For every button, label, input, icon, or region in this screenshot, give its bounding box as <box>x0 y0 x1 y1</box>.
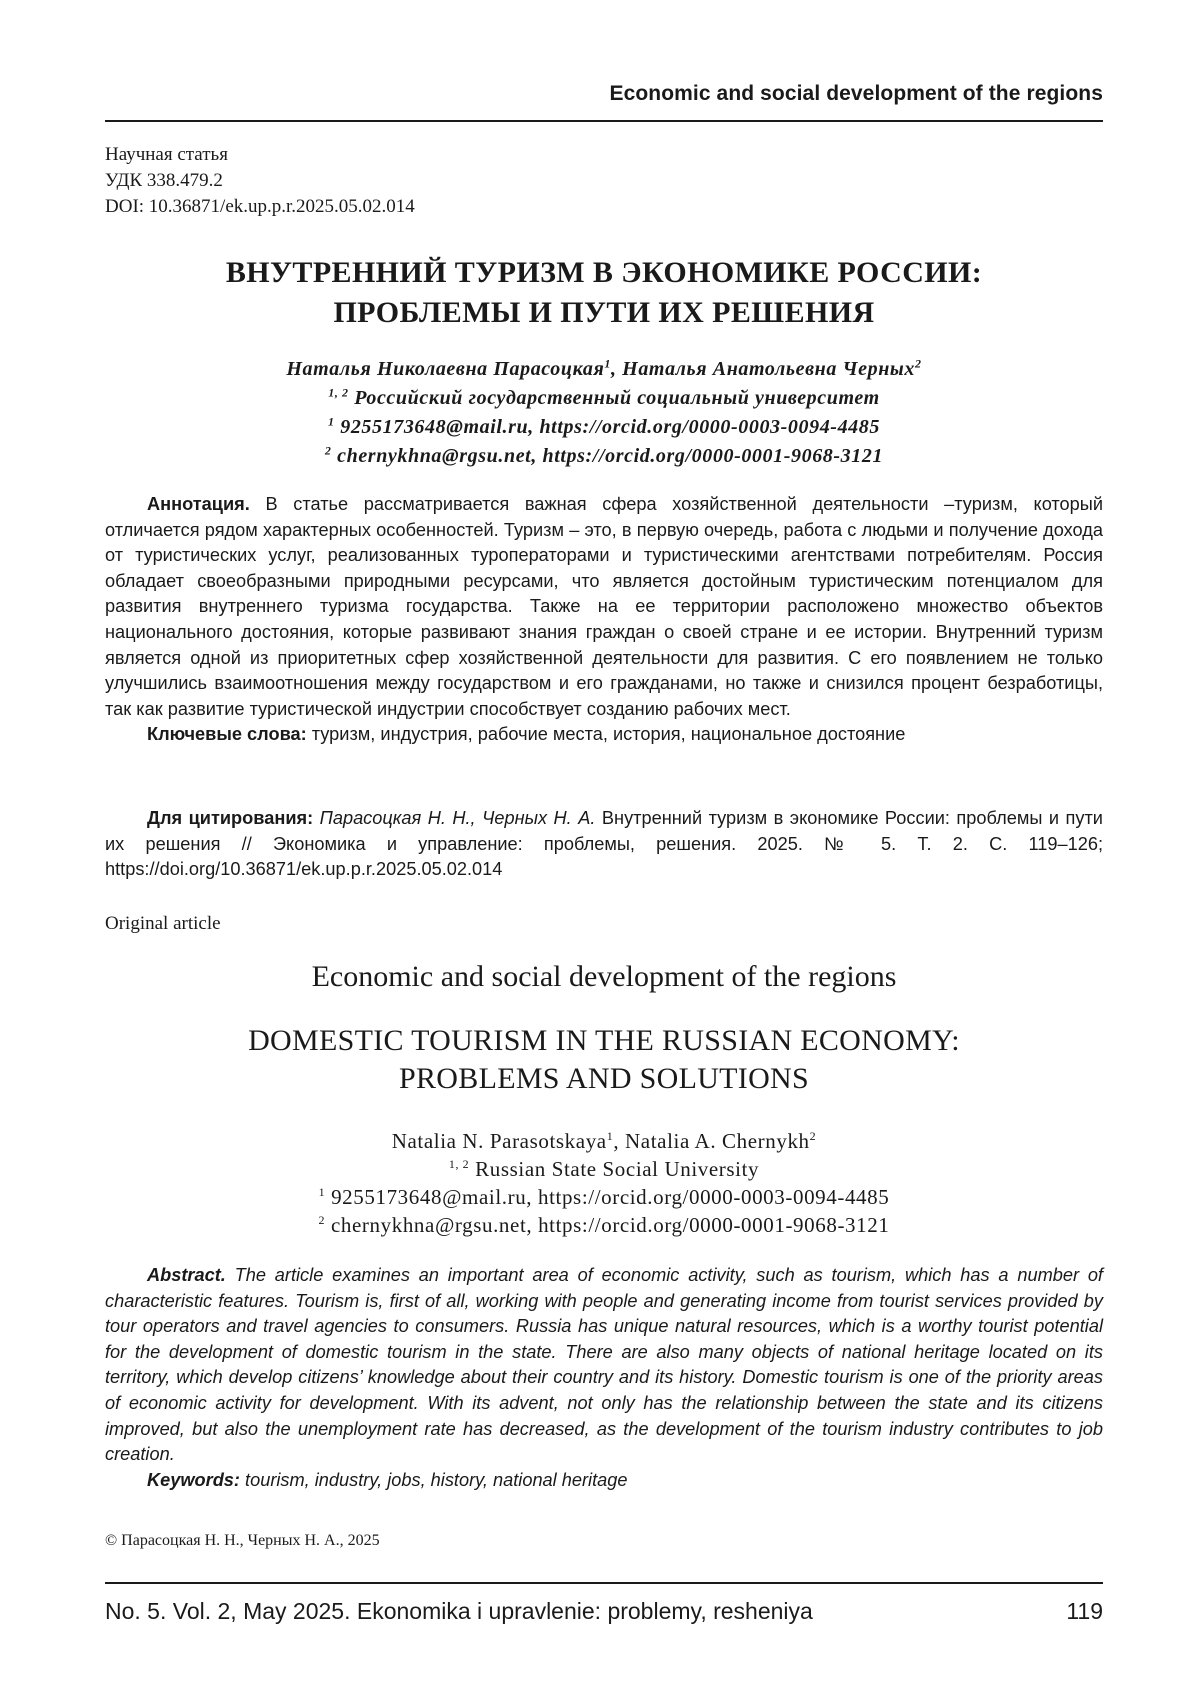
author-ru-2: Наталья Анатольевна Черных <box>622 358 915 380</box>
contact-en-2-text: chernykhna@rgsu.net, https://orcid.org/0000-0001-9068-3121 <box>325 1213 889 1237</box>
keywords-ru <box>105 722 1103 748</box>
contact-ru-1-text: 9255173648@mail.ru, https://orcid.org/0000-0003-0094-4485 <box>335 416 880 438</box>
author-separator: , <box>611 358 622 380</box>
keywords-en-label: Keywords: <box>147 1470 240 1490</box>
citation-paragraph <box>105 806 1103 883</box>
contact-en-1 <box>105 1183 1103 1211</box>
contact-en-1-text: 9255173648@mail.ru, https://orcid.org/0000-0003-0094-4485 <box>325 1185 889 1209</box>
author-ru-1: Наталья Николаевна Парасоцкая <box>286 358 604 380</box>
author-en-separator: , <box>613 1129 625 1153</box>
affiliation-ru-sup: 1, 2 <box>328 385 348 399</box>
citation-text: Внутренний туризм в экономике России: проблемы и пути их решения // Экономика и управление: проблемы, решения. 2025. № 5. Т. 2. С. 119–126; https://doi.org/10.36871/ek.up.p.r.2025.05.02.014 <box>105 808 1103 879</box>
contact-ru-1 <box>105 413 1103 442</box>
affiliation-ru-text: Российский государственный социальный университет <box>349 387 880 409</box>
author-ru-1-sup: 1 <box>604 356 611 370</box>
running-header: Economic and social development of the regions <box>609 82 1103 106</box>
author-ru-2-sup: 2 <box>915 356 922 370</box>
abstract-ru-label: Аннотация. <box>147 494 250 514</box>
contact-en-1-sup: 1 <box>319 1185 326 1199</box>
authors-ru-names <box>105 355 1103 384</box>
title-ru-line-2: ПРОБЛЕМЫ И ПУТИ ИХ РЕШЕНИЯ <box>105 293 1103 333</box>
affiliation-ru <box>105 384 1103 413</box>
title-ru <box>105 253 1103 333</box>
authors-en-names <box>105 1127 1103 1155</box>
page-number: 119 <box>1066 1598 1103 1625</box>
title-en-line-1: DOMESTIC TOURISM IN THE RUSSIAN ECONOMY: <box>105 1022 1103 1060</box>
article-type: Научная статья <box>105 142 415 168</box>
author-en-1: Natalia N. Parasotskaya <box>392 1129 607 1153</box>
footer-journal: No. 5. Vol. 2, May 2025. Ekonomika i upravlenie: problemy, resheniya <box>105 1598 813 1625</box>
title-ru-line-1: ВНУТРЕННИЙ ТУРИЗМ В ЭКОНОМИКЕ РОССИИ: <box>105 253 1103 293</box>
author-en-1-sup: 1 <box>607 1129 614 1143</box>
copyright: © Парасоцкая Н. Н., Черных Н. А., 2025 <box>105 1532 380 1550</box>
original-article-label: Original article <box>105 913 221 935</box>
article-page <box>0 0 1200 1698</box>
contact-ru-1-sup: 1 <box>328 414 335 428</box>
keywords-en-text: tourism, industry, jobs, history, national heritage <box>240 1470 628 1490</box>
abstract-en-text: The article examines an important area of economic activity, such as tourism, which has a number of characteristic features. Tourism is, first of all, working with people and generating income from tourist services provided by tour operators and travel agencies to consumers. Russia has unique natural resources, which is a worthy tourist potential for the development of domestic tourism in the state. There are also many objects of national heritage located on its territory, which develop citizens’ knowledge about their country and its history. Domestic tourism is one of the priority areas of economic activity for development. With its advent, not only has the relationship between the state and its citizens improved, but also the unemployment rate has decreased, as the development of the tourism industry contributes to job creation. <box>105 1265 1103 1464</box>
author-en-2: Natalia A. Chernykh <box>625 1129 810 1153</box>
title-en <box>105 1022 1103 1098</box>
doi: DOI: 10.36871/ek.up.p.r.2025.05.02.014 <box>105 194 415 220</box>
author-en-2-sup: 2 <box>810 1129 817 1143</box>
abstract-ru <box>105 492 1103 748</box>
keywords-ru-text: туризм, индустрия, рабочие места, история, национальное достояние <box>307 724 906 744</box>
abstract-en <box>105 1263 1103 1493</box>
affiliation-en-sup: 1, 2 <box>449 1157 469 1171</box>
affiliation-en <box>105 1155 1103 1183</box>
citation <box>105 806 1103 883</box>
citation-authors: Парасоцкая Н. Н., Черных Н. А. <box>313 808 595 828</box>
authors-en <box>105 1127 1103 1239</box>
authors-ru <box>105 355 1103 471</box>
keywords-en <box>105 1468 1103 1494</box>
footer-divider <box>105 1582 1103 1584</box>
citation-label: Для цитирования: <box>147 808 313 828</box>
title-en-line-2: PROBLEMS AND SOLUTIONS <box>105 1060 1103 1098</box>
contact-en-2-sup: 2 <box>319 1213 326 1227</box>
contact-ru-2-text: chernykhna@rgsu.net, https://orcid.org/0000-0001-9068-3121 <box>332 445 884 467</box>
udc-code: УДК 338.479.2 <box>105 168 415 194</box>
contact-ru-2 <box>105 442 1103 471</box>
abstract-ru-text: В статье рассматривается важная сфера хозяйственной деятельности –туризм, который отличается рядом характерных особенностей. Туризм – это, в первую очередь, работа с людьми и получение дохода от туристических услуг, реализованных туроператорами и туристическими агентствами потребителям. Россия обладает своеобразными природными ресурсами, что является достойным туристическим потенциалом для развития внутреннего туризма государства. Также на ее территории расположено множество объектов национального достояния, которые развивают знания граждан о своей стране и ее истории. Внутренний туризм является одной из приоритетных сфер хозяйственной деятельности для развития. С его появлением не только улучшились взаимоотношения между государством и его гражданами, но также и снизился процент безработицы, так как развитие туристической индустрии способствует созданию рабочих мест. <box>105 494 1103 719</box>
article-meta <box>105 142 415 220</box>
abstract-en-label: Abstract. <box>147 1265 226 1285</box>
contact-en-2 <box>105 1211 1103 1239</box>
abstract-en-paragraph <box>105 1263 1103 1468</box>
rubric-en: Economic and social development of the regions <box>105 960 1103 994</box>
affiliation-en-text: Russian State Social University <box>469 1157 759 1181</box>
abstract-ru-paragraph <box>105 492 1103 722</box>
contact-ru-2-sup: 2 <box>325 443 332 457</box>
header-divider <box>105 120 1103 122</box>
keywords-ru-label: Ключевые слова: <box>147 724 307 744</box>
